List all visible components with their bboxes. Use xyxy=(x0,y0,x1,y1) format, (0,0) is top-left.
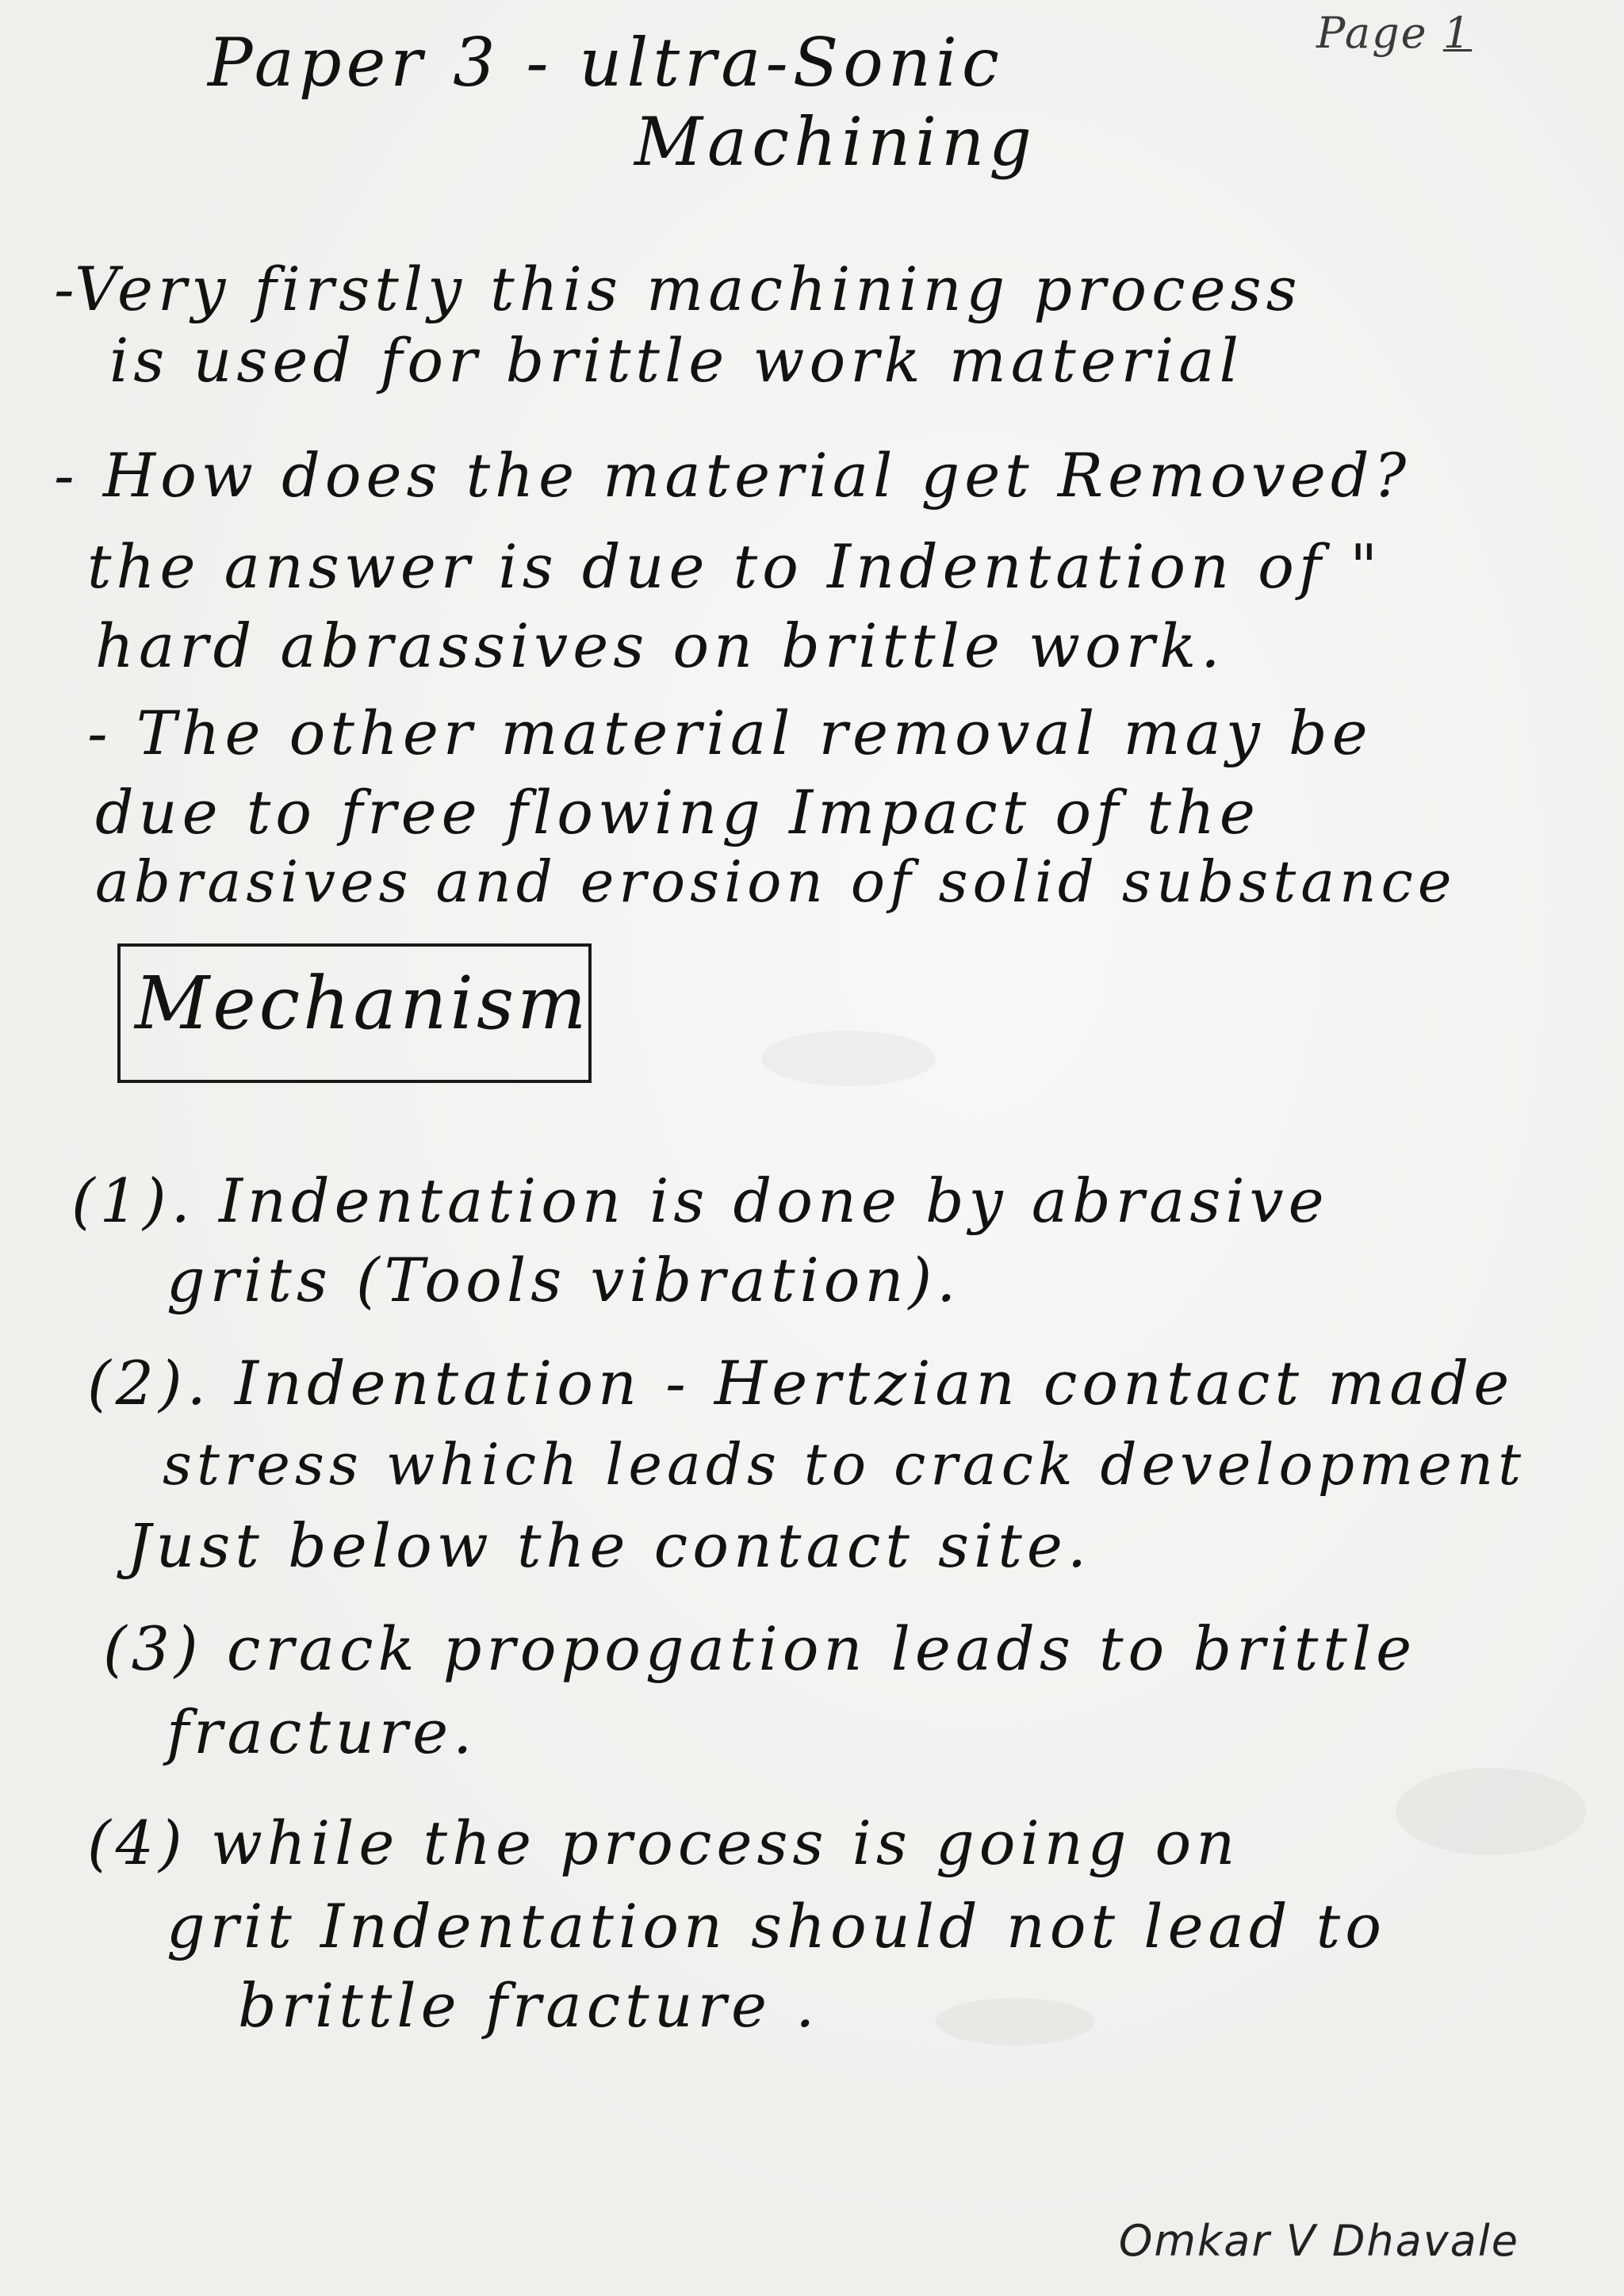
page-number-label xyxy=(1316,8,1472,58)
step-1-line-1: (1). Indentation is done by abrasive xyxy=(71,1165,1329,1236)
paper-smudge xyxy=(936,1998,1094,2045)
step-4-line-3: brittle fracture . xyxy=(238,1970,820,2041)
step-4-line-2: grit Indentation should not lead to xyxy=(167,1891,1386,1961)
step-3-line-2: fracture. xyxy=(167,1697,477,1767)
page-word: Page xyxy=(1316,8,1428,58)
author-signature: Omkar V Dhavale xyxy=(1118,2216,1519,2266)
step-4-line-1: (4) while the process is going on xyxy=(87,1808,1240,1878)
step-1-line-2: grits (Tools vibration). xyxy=(167,1245,961,1315)
document-title-line-2: Machining xyxy=(634,103,1036,181)
step-2-line-2: stress which leads to crack development xyxy=(163,1431,1526,1498)
step-2-line-3: Just below the contact site. xyxy=(127,1510,1092,1581)
document-title-line-1: Paper 3 - ultra-Sonic xyxy=(208,24,1004,101)
paper-smudge xyxy=(761,1031,936,1086)
intro-line-3: - How does the material get Removed? xyxy=(54,440,1411,511)
intro-line-5: hard abrassives on brittle work. xyxy=(95,610,1225,681)
section-heading: Mechanism xyxy=(135,961,590,1046)
paper-smudge xyxy=(1396,1768,1586,1855)
intro-line-6: - The other material removal may be xyxy=(87,698,1373,768)
step-3-line-1: (3) crack propogation leads to brittle xyxy=(103,1613,1417,1684)
intro-line-8: abrasives and erosion of solid substance xyxy=(95,848,1457,915)
step-2-line-1: (2). Indentation - Hertzian contact made xyxy=(87,1348,1515,1418)
intro-line-2: is used for brittle work material xyxy=(109,325,1243,396)
intro-line-1: -Very firstly this machining process xyxy=(54,254,1302,324)
intro-line-4: the answer is due to Indentation of " xyxy=(87,531,1383,602)
page-number: 1 xyxy=(1442,8,1473,58)
intro-line-7: due to free flowing Impact of the xyxy=(95,777,1260,848)
